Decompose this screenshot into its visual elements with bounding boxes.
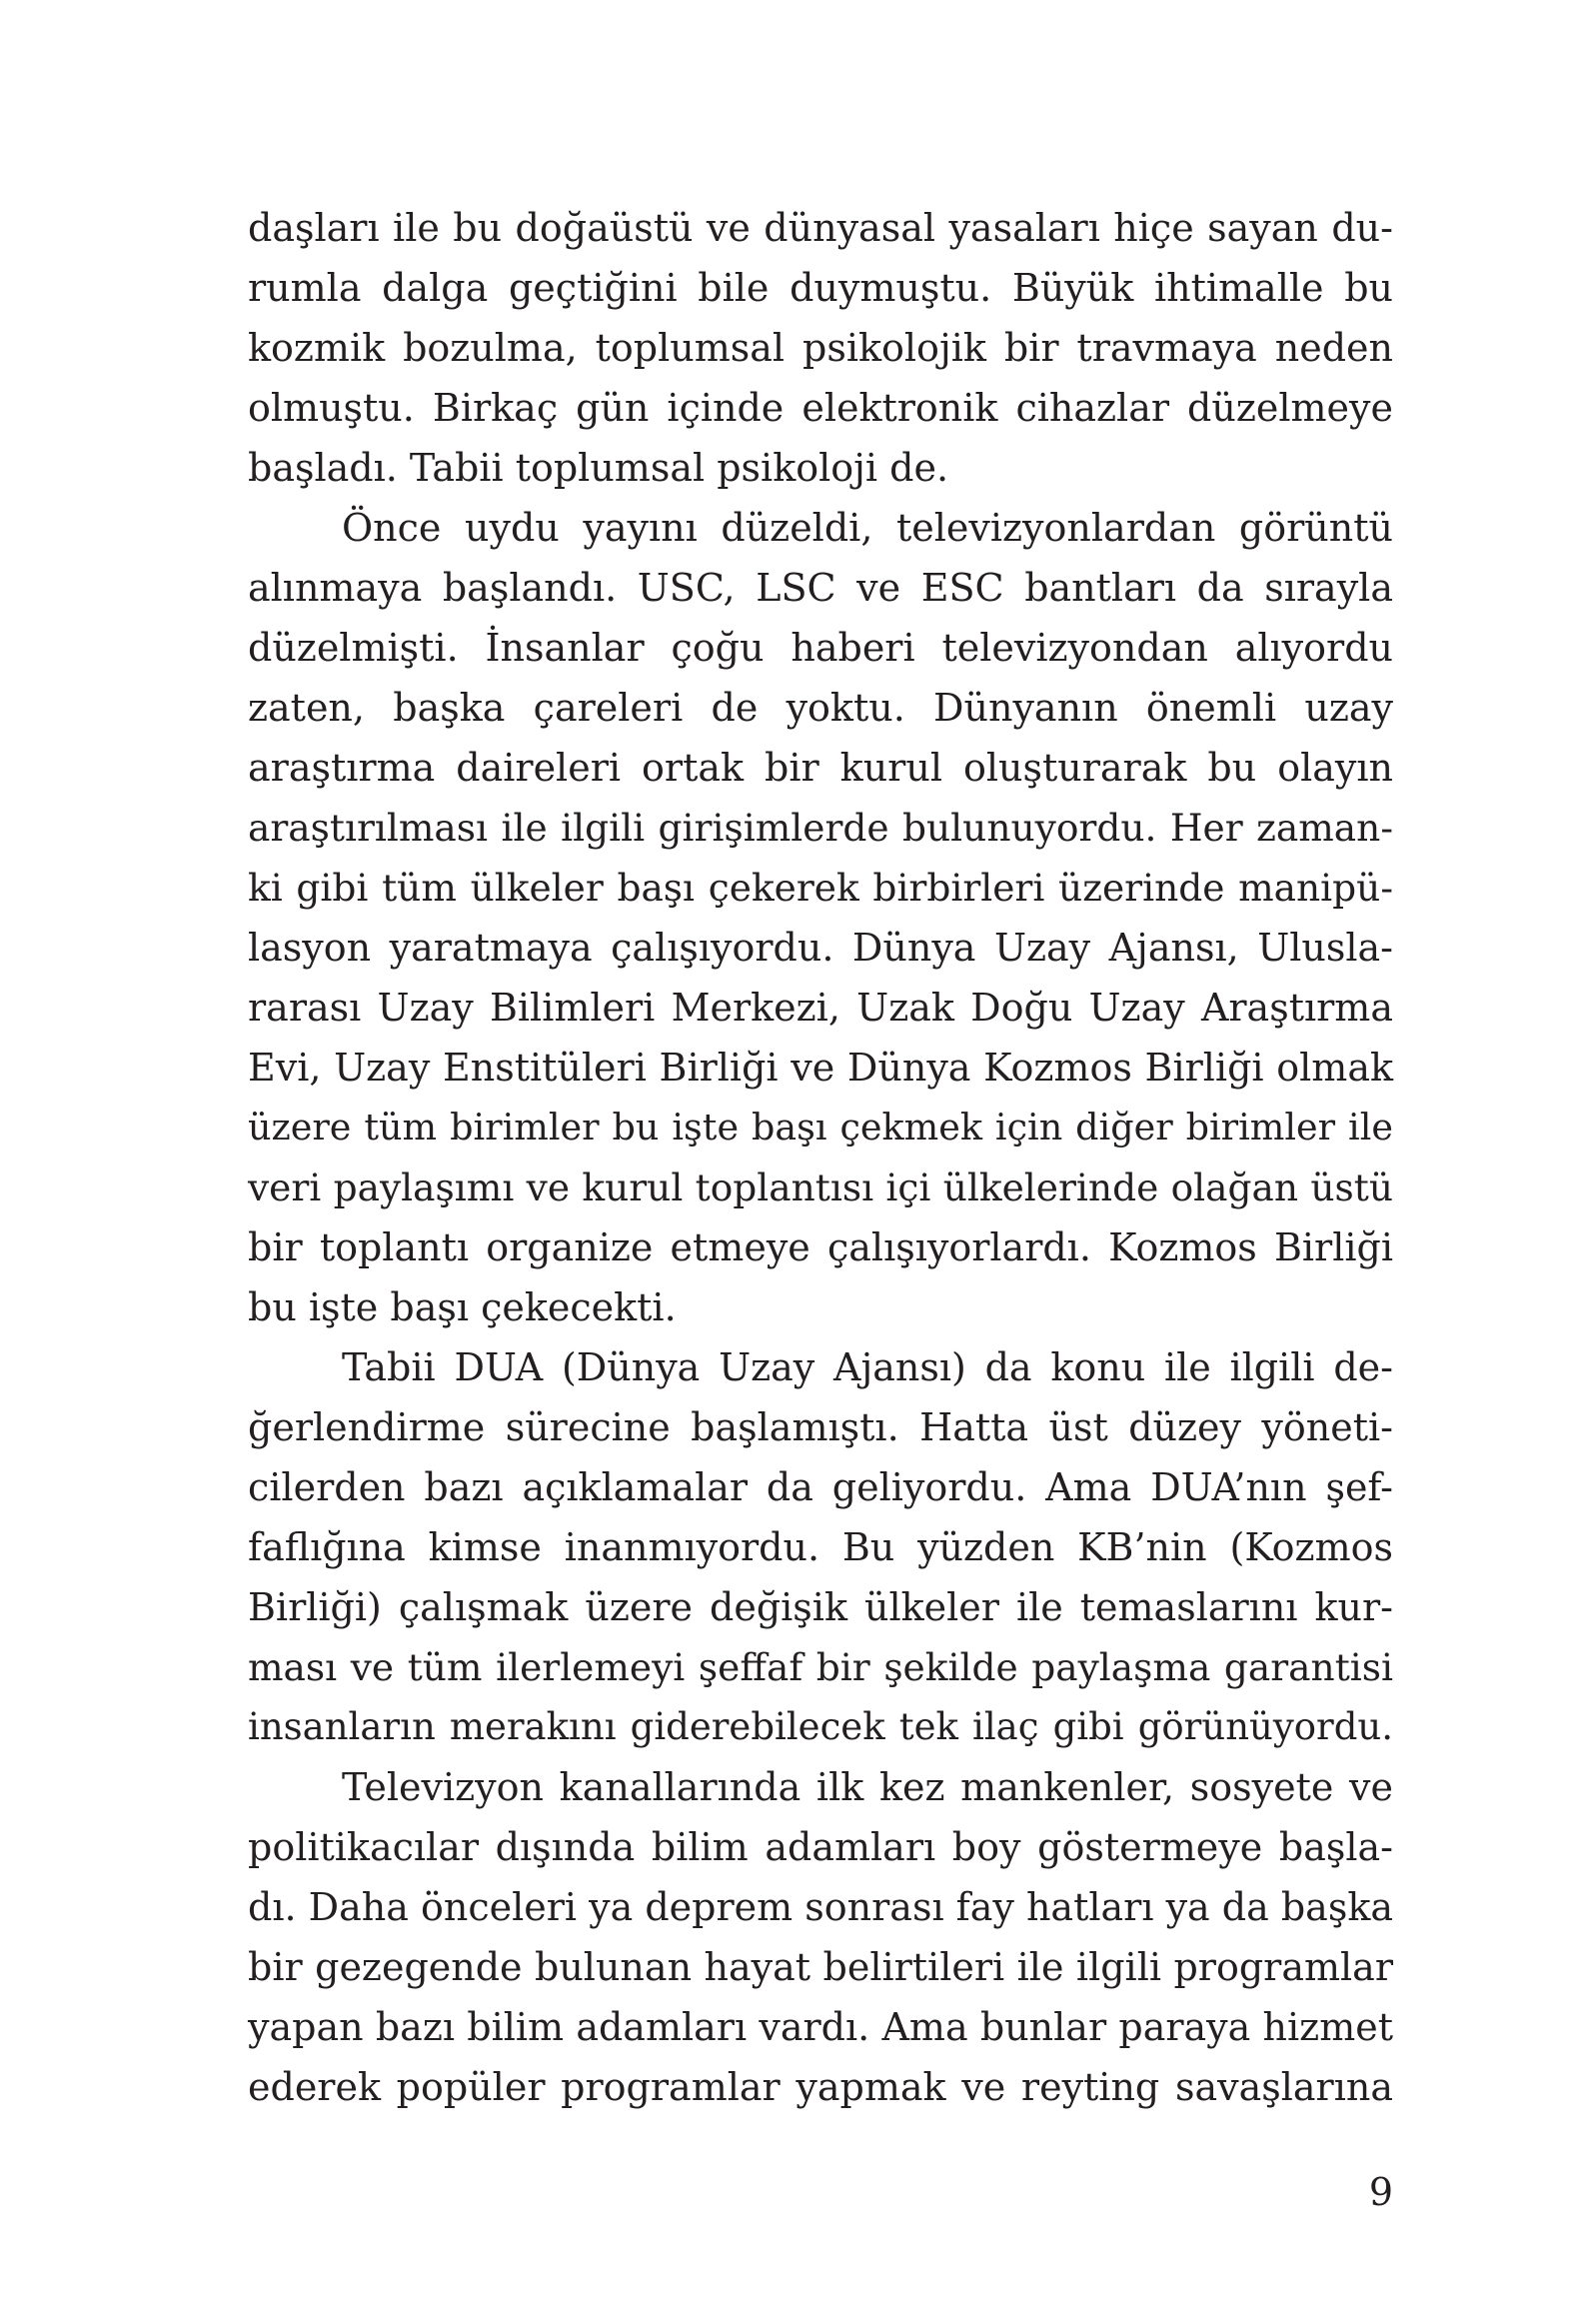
text-line: zaten, başka çareleri de yoktu. Dünyanın önemli uzay xyxy=(248,686,1393,730)
text-line: faflığına kimse inanmıyordu. Bu yüzden KB’nin (Kozmos xyxy=(248,1525,1393,1569)
text-line: bir gezegende bulunan hayat belirtileri ile ilgili programlar xyxy=(248,1945,1393,1989)
paragraph-first-line: Tabii DUA (Dünya Uzay Ajansı) da konu ile ilgili de- xyxy=(342,1345,1393,1389)
text-line: lasyon yaratmaya çalışıyordu. Dünya Uzay Ajansı, Ulusla- xyxy=(248,926,1393,970)
text-line: rumla dalga geçtiğini bile duymuştu. Büyük ihtimalle bu xyxy=(248,266,1393,310)
text-line: üzere tüm birimler bu işte başı çekmek için diğer birimler ile xyxy=(248,1106,1393,1149)
page-number: 9 xyxy=(1368,2170,1393,2214)
text-line: araştırma daireleri ortak bir kurul oluşturarak bu olayın xyxy=(248,746,1393,790)
text-line: cilerden bazı açıklamalar da geliyordu. Ama DUA’nın şef- xyxy=(248,1465,1393,1509)
text-line: daşları ile bu doğaüstü ve dünyasal yasaları hiçe sayan du- xyxy=(248,206,1393,250)
text-line: insanların merakını giderebilecek tek ilaç gibi görünüyordu. xyxy=(248,1705,1393,1748)
text-line: kozmik bozulma, toplumsal psikolojik bir travmaya neden xyxy=(248,326,1393,370)
text-line: ki gibi tüm ülkeler başı çekerek birbirleri üzerinde manipü- xyxy=(248,866,1393,910)
text-line: Evi, Uzay Enstitüleri Birliği ve Dünya Kozmos Birliği olmak xyxy=(248,1046,1393,1090)
text-line: bu işte başı çekecekti. xyxy=(248,1285,677,1329)
text-line: Birliği) çalışmak üzere değişik ülkeler ile temaslarını kur- xyxy=(248,1585,1393,1629)
paragraph-first-line: Önce uydu yayını düzeldi, televizyonlardan görüntü xyxy=(342,506,1393,550)
text-line: politikacılar dışında bilim adamları boy göstermeye başla- xyxy=(248,1825,1393,1869)
body-text xyxy=(248,198,1393,2117)
text-line: başladı. Tabii toplumsal psikoloji de. xyxy=(248,446,949,490)
text-line: veri paylaşımı ve kurul toplantısı içi ülkelerinde olağan üstü xyxy=(248,1165,1393,1209)
text-line: araştırılması ile ilgili girişimlerde bulunuyordu. Her zaman- xyxy=(248,806,1393,850)
text-line: bir toplantı organize etmeye çalışıyorlardı. Kozmos Birliği xyxy=(248,1225,1393,1269)
paragraph-first-line: Televizyon kanallarında ilk kez mankenler, sosyete ve xyxy=(342,1765,1393,1809)
text-line: olmuştu. Birkaç gün içinde elektronik cihazlar düzelmeye xyxy=(248,386,1393,430)
text-line: düzelmişti. İnsanlar çoğu haberi televizyondan alıyordu xyxy=(248,626,1393,670)
text-line: dı. Daha önceleri ya deprem sonrası fay hatları ya da başka xyxy=(248,1885,1393,1929)
text-line: alınmaya başlandı. USC, LSC ve ESC bantları da sırayla xyxy=(248,566,1393,610)
text-line: ması ve tüm ilerlemeyi şeffaf bir şekilde paylaşma garantisi xyxy=(248,1645,1393,1689)
text-line: ğerlendirme sürecine başlamıştı. Hatta üst düzey yöneti- xyxy=(248,1405,1393,1449)
text-line: ederek popüler programlar yapmak ve reyting savaşlarına xyxy=(248,2065,1393,2109)
text-line: rarası Uzay Bilimleri Merkezi, Uzak Doğu Uzay Araştırma xyxy=(248,986,1393,1030)
text-line: yapan bazı bilim adamları vardı. Ama bunlar paraya hizmet xyxy=(248,2005,1393,2049)
